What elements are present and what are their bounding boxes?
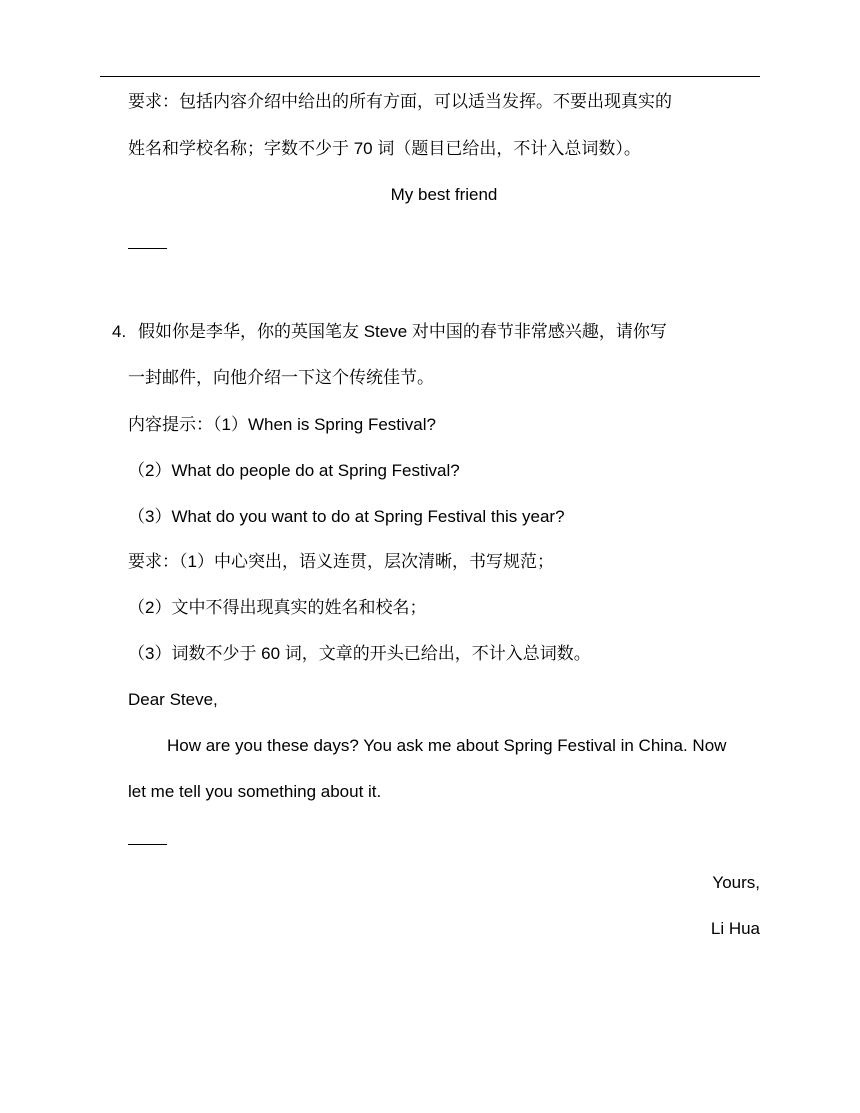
requirement-1: 要求：（1）中心突出，语义连贯，层次清晰，书写规范； [128, 552, 554, 571]
answer-blank-4 [128, 844, 167, 845]
question-number: 4. [112, 322, 127, 341]
content-hint-3: （3）What do you want to do at Spring Festival this year? [128, 507, 565, 526]
letter-closing: Yours, [712, 873, 760, 892]
letter-opening-line-2: let me tell you something about it. [128, 782, 382, 801]
page-header-rule [100, 76, 760, 77]
requirement-line-1: 要求：包括内容介绍中给出的所有方面，可以适当发挥。不要出现真实的 [128, 92, 672, 111]
letter-salutation: Dear Steve, [128, 690, 218, 709]
content-hint-2: （2）What do people do at Spring Festival? [128, 461, 460, 480]
letter-opening-line-1: How are you these days? You ask me about Spring Festival in China. Now [167, 736, 727, 755]
question-prompt-line-2: 一封邮件，向他介绍一下这个传统佳节。 [128, 368, 434, 387]
answer-blank-3 [128, 248, 167, 249]
question-prompt-line-1: 假如你是李华，你的英国笔友 Steve 对中国的春节非常感兴趣，请你写 [138, 322, 667, 341]
essay-title: My best friend [390, 185, 498, 204]
letter-signature: Li Hua [710, 919, 760, 938]
requirement-line-2: 姓名和学校名称；字数不少于 70 词（题目已给出，不计入总词数）。 [128, 139, 641, 158]
requirement-2: （2）文中不得出现真实的姓名和校名； [128, 598, 427, 617]
requirement-3: （3）词数不少于 60 词，文章的开头已给出，不计入总词数。 [128, 644, 591, 663]
content-hints-label: 内容提示：（1）When is Spring Festival? [128, 415, 436, 434]
